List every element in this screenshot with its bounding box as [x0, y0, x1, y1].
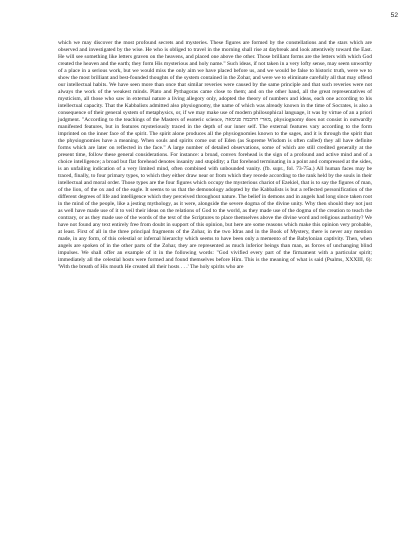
- page-number: 52: [390, 12, 398, 19]
- body-text: which we may discover the most profound secrets and mysteries. These figures are formed by the constellations and the stars which are observed and investigated by the wise. He who is obliged to travel in the morning shall rise at daybreak and look attentively toward the East. He will see something like letters graven on the heavens, and placed one above the other. Those brilliant forms are the letters with which God created the heaven and the earth; they form His mysterious and holy name." Such ideas, if not taken in a very lofty sense, may seem unworthy of a place in a serious work, but we would miss the only aim we have placed before us, and we would be false to historic truth, were we to show the most brilliant and best-founded thoughts of the system contained in the Zohar, and were we to eliminate carefully all that may offend our intellectual habits. We have seen more than once that similar reveries were caused by the same principle and that such reveries were not always the work of the weakest minds. Plato and Pythagoras came close to them; and on the other hand, all the great representatives of mysticism, all those who saw in external nature a living allegory only, adopted the theory of numbers and ideas, each one according to his intellectual capacity. That the Kabbalists admitted also physiognomy, the name of which was already known in the time of Socrates, is also a consequence of their general system of metaphysics, or, if we may make use of modern philosophical language, it was by virtue of an a priori judgment. "According to the teachings of the Masters of esoteric science, מארי החכמה פנימאה, physiognomy does not consist in outwardly manifested features, but in features mysteriously traced in the depth of our inner self. The external features vary according to the form imprinted on the inner face of the spirit. The spirit alone produces all the physiognomies known to the sages, and it is through the spirit that the physiognomies have a meaning. When souls and spirits come out of Eden (as Supreme Wisdom is often called) they all have definite forms which are later on reflected in the face." A large number of detailed observations, some of which are still credited generally at the present time, follow these general considerations. For instance: a broad, convex forehead is the sign of a profound and active mind and of a choice intelligence; a broad but flat forehead denotes insanity and stupidity; a flat forehead terminating in a point and compressed at the sides, is an unfailing indication of a very limited mind, often combined with unbounded vanity. (fb. supr., fol. 73-75a.) All human faces may be traced, finally, to four primary types, to which they either draw near or from which they recede according to the rank held by the souls in their intellectual and moral order. Those types are the four figures which occupy the mysterious chariot of Ezekiel, that is to say the figures of man, of the lion, of the ox and of the eagle. It seems to us that the demonology adopted by the Kabbalists is but a reflected personification of the different degrees of life and intelligence which they perceived throughout nature. The belief in demons and in angels had long since taken root in the mind of the people, like a jesting mythology, as it were, alongside the severe dogma of the divine unity. Why then should they not just as well have made use of it to veil their ideas on the relations of God to the world, as they made use of the dogma of the creation to teach the contrary, or as they made use of the words of the text of the Scriptures to place themselves above the divine word and religious authority? We have not found any text entirely free from doubt in support of this opinion, but here are some reasons which make this opinion very probable, at least. First of all in the three principal fragments of the Zohar, in the two Idras and in the Book of Mystery, there is never any mention made, in any form, of this celestial or infernal hierarchy which seems to have been only a memento of the Babylonian captivity. Then, when angels are spoken of in the other parts of the Zohar, they are represented as much inferior beings than man, as forces of unchanging blind impulses. We shall offer an example of it in the following words: "God vivified every part of the firmament with a particular spirit; immediately all the celestial hosts were formed and found themselves before Him. This is the meaning of what is said (Psalms, XXXIII, 6): 'With the breath of His mouth He created all their hosts . . .' The holy spirits who are: [58, 40, 372, 270]
